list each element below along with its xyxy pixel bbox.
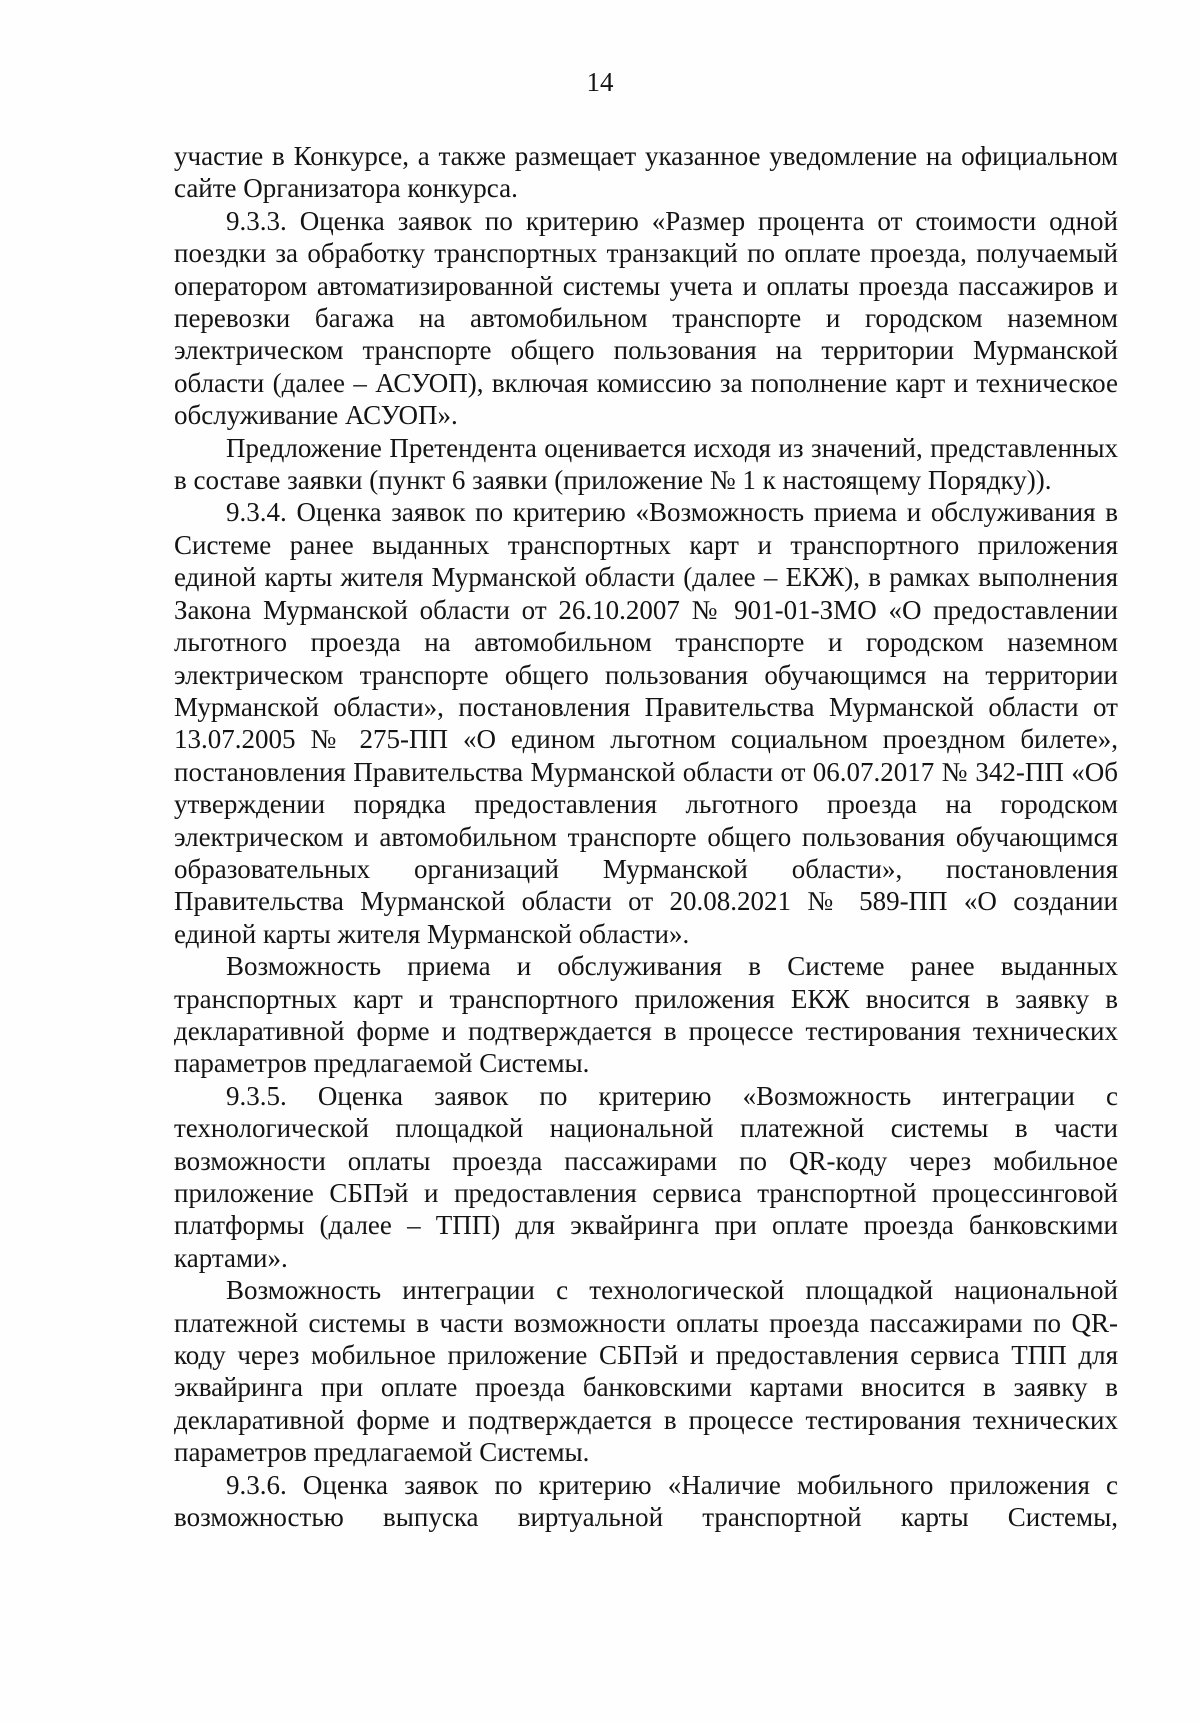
page-number: 14	[586, 67, 614, 97]
paragraph-9-3-5: 9.3.5. Оценка заявок по критерию «Возможность интеграции с технологической площадкой национальной платежной системы в части возможности оплаты проезда пассажирами по QR-коду через мобильное приложение СБПэй и предоставления сервиса транспортной процессинговой платформы (далее – ТПП) для эквайринга при оплате проезда банковскими картами».	[174, 1080, 1118, 1273]
paragraph-proposal: Предложение Претендента оценивается исходя из значений, представленных в составе заявки (пункт 6 заявки (приложение № 1 к настоящему Порядку)).	[174, 432, 1118, 496]
paragraph-9-3-6: 9.3.6. Оценка заявок по критерию «Наличие мобильного приложения с возможностью выпуска виртуальной транспортной карты Системы,	[174, 1469, 1118, 1533]
body-text	[174, 140, 1118, 1533]
paragraph-integration: Возможность интеграции с технологической площадкой национальной платежной системы в части возможности оплаты проезда пассажирами по QR-коду через мобильное приложение СБПэй и предоставления сервиса ТПП для эквайринга при оплате проезда банковскими картами вносится в заявку в декларативной форме и подтверждается в процессе тестирования технических параметров предлагаемой Системы.	[174, 1275, 1118, 1468]
paragraph-card-acceptance: Возможность приема и обслуживания в Системе ранее выданных транспортных карт и транспортного приложения ЕКЖ вносится в заявку в декларативной форме и подтверждается в процессе тестирования технических параметров предлагаемой Системы.	[174, 951, 1118, 1079]
paragraph-9-3-4: 9.3.4. Оценка заявок по критерию «Возможность приема и обслуживания в Системе ранее выданных транспортных карт и транспортного приложения единой карты жителя Мурманской области (далее – ЕКЖ), в рамках выполнения Закона Мурманской области от 26.10.2007 № 901-01-ЗМО «О предоставлении льготного проезда на автомобильном транспорте и городском наземном электрическом транспорте общего пользования обучающимся на территории Мурманской области», постановления Правительства Мурманской области от 13.07.2005 № 275-ПП «О едином льготном социальном проездном билете», постановления Правительства Мурманской области от 06.07.2017 № 342-ПП «Об утверждении порядка предоставления льготного проезда на городском электрическом и автомобильном транспорте общего пользования обучающимся образовательных организаций Мурманской области», постановления Правительства Мурманской области от 20.08.2021 № 589-ПП «О создании единой карты жителя Мурманской области».	[174, 497, 1118, 949]
paragraph-9-3-3: 9.3.3. Оценка заявок по критерию «Размер процента от стоимости одной поездки за обработку транспортных транзакций по оплате проезда, получаемый оператором автоматизированной системы учета и оплаты проезда пассажиров и перевозки багажа на автомобильном транспорте и городском наземном электрическом транспорте общего пользования на территории Мурманской области (далее – АСУОП), включая комиссию за пополнение карт и техническое обслуживание АСУОП».	[174, 205, 1118, 431]
paragraph-continuation: участие в Конкурсе, а также размещает указанное уведомление на официальном сайте Организатора конкурса.	[174, 141, 1118, 204]
